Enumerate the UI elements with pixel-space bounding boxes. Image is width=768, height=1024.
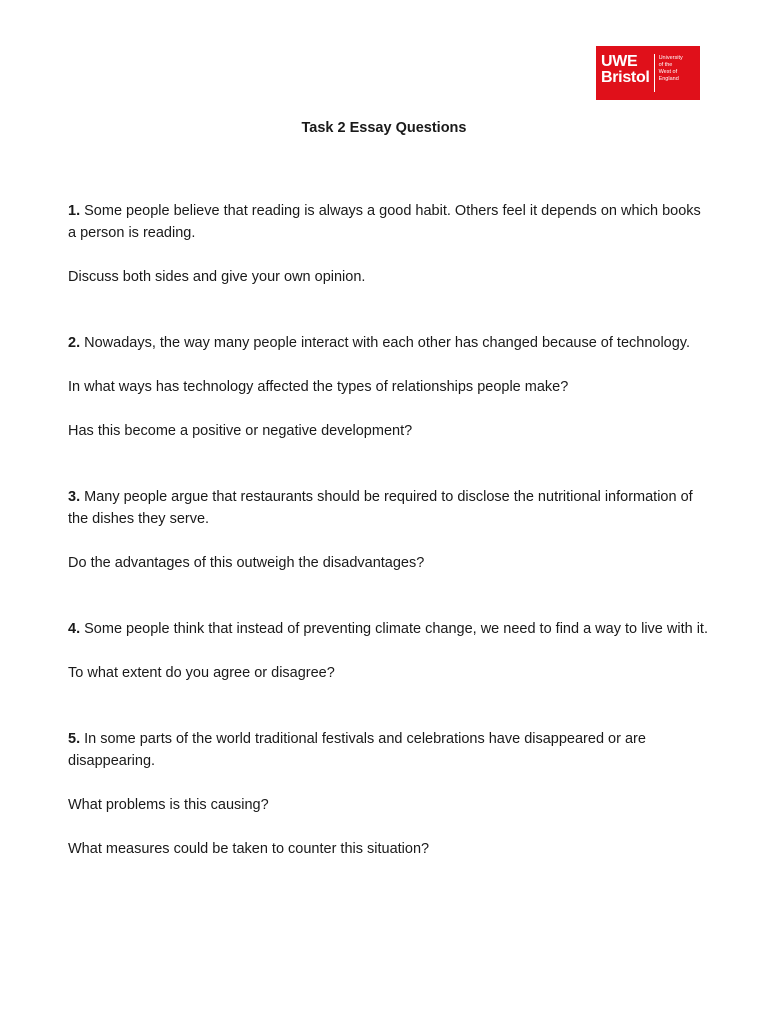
logo-sub-line: of the (658, 62, 673, 68)
question-number: 1. (68, 203, 81, 219)
question-item (68, 200, 708, 288)
question-paragraph (68, 486, 708, 530)
question-item (68, 486, 708, 574)
question-text: In some parts of the world traditional festivals and celebrations have disappeared or are disappearing. (68, 731, 646, 769)
logo-divider (654, 54, 655, 92)
question-item (68, 618, 708, 684)
question-prompt: What measures could be taken to counter this situation? (68, 841, 430, 857)
question-text: Nowadays, the way many people interact with each other has changed because of technology. (84, 335, 691, 351)
logo-sub-line: England (658, 76, 679, 82)
logo-line-1: UWE (601, 53, 638, 70)
logo-sub-line: West of (658, 69, 678, 75)
question-text: Many people argue that restaurants should be required to disclose the nutritional information of the dishes they serve. (68, 489, 693, 527)
document-title: Task 2 Essay Questions (301, 120, 467, 136)
question-paragraph (68, 618, 708, 640)
question-paragraph (68, 200, 708, 244)
question-paragraph (68, 332, 708, 354)
logo-wordmark (601, 54, 650, 86)
question-item (68, 332, 708, 442)
question-number: 3. (68, 489, 81, 505)
question-number: 2. (68, 335, 81, 351)
question-paragraph (68, 728, 708, 772)
question-prompt: In what ways has technology affected the types of relationships people make? (68, 379, 569, 395)
question-prompt: Discuss both sides and give your own opinion. (68, 269, 366, 285)
question-text: Some people believe that reading is always a good habit. Others feel it depends on which books a person is reading. (68, 203, 701, 241)
question-item (68, 728, 708, 860)
question-prompt: Has this become a positive or negative development? (68, 423, 413, 439)
question-number: 5. (68, 731, 81, 747)
logo-sub-line: University (658, 55, 683, 61)
question-prompt: Do the advantages of this outweigh the disadvantages? (68, 555, 425, 571)
question-prompt: What problems is this causing? (68, 797, 269, 813)
question-prompt: To what extent do you agree or disagree? (68, 665, 335, 681)
logo-university-name (659, 55, 683, 83)
logo-line-2: Bristol (601, 69, 650, 86)
uwe-bristol-logo (596, 46, 700, 100)
question-number: 4. (68, 621, 81, 637)
question-text: Some people think that instead of preventing climate change, we need to find a way to live with it. (84, 621, 708, 637)
question-list (68, 200, 708, 904)
